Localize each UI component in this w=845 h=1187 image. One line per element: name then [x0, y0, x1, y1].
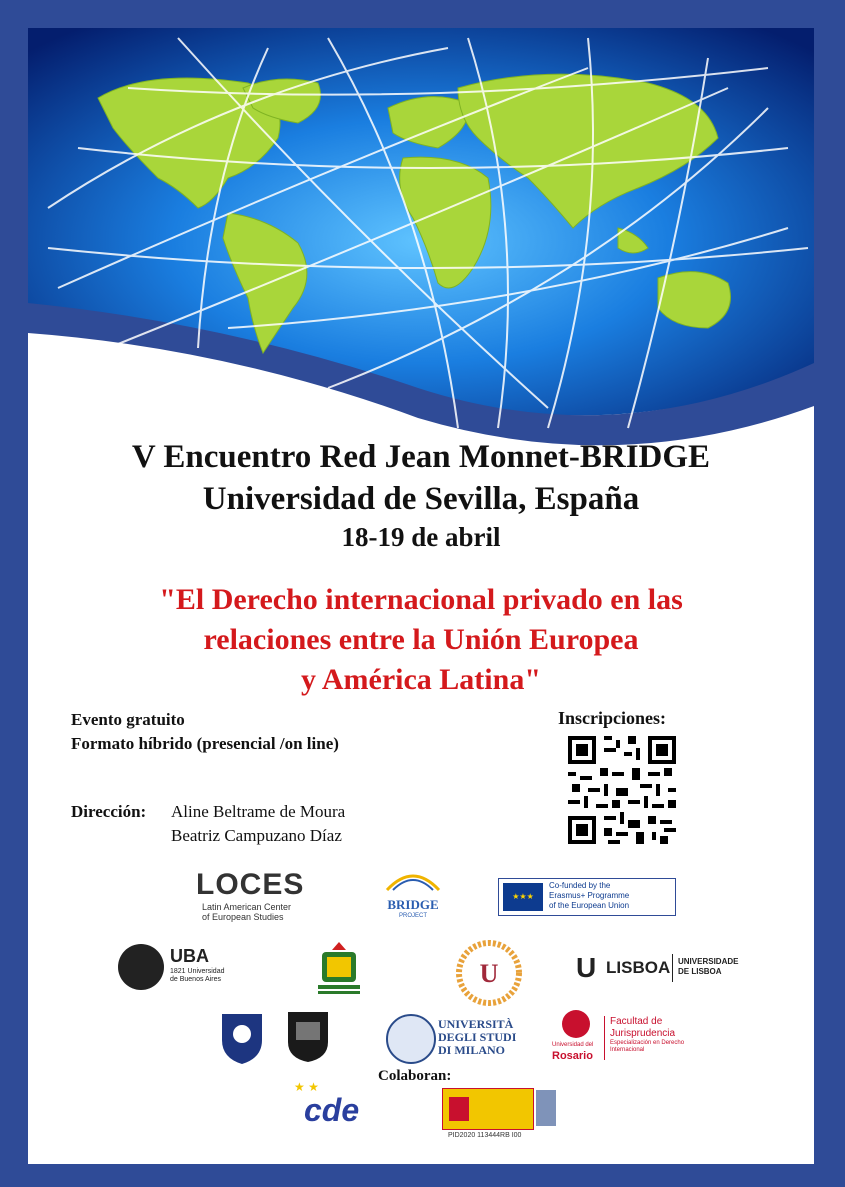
eu-line-1: Co-funded by the	[549, 881, 611, 890]
pid-text: PID2020 113444RB I00	[448, 1132, 522, 1139]
director-name-2: Beatriz Campuzano Díaz	[171, 826, 342, 845]
lisboa-u: U	[576, 952, 597, 983]
title-line-1: V Encuentro Red Jean Monnet-BRIDGE	[131, 439, 711, 475]
universidad-de-sevilla-logo	[456, 940, 522, 1006]
erasmus-eu-logo	[498, 878, 676, 916]
spain-government-badge	[442, 1088, 534, 1130]
research-agency-icon	[536, 1090, 556, 1126]
spain-coat-of-arms-icon	[449, 1097, 469, 1121]
uba-seal-icon	[118, 944, 164, 990]
eu-line-2: Erasmus+ Programme	[549, 891, 630, 900]
lisboa-line-1: UNIVERSIDADE	[678, 957, 739, 966]
lisboa-name: LISBOA	[606, 958, 671, 977]
unam-shield-icon	[286, 1010, 330, 1064]
direction-label: Dirección:	[71, 802, 147, 821]
rosario-rose-icon	[562, 1010, 590, 1038]
milano-line-2: DEGLI STUDI	[438, 1030, 517, 1044]
milano-line-3: DI MILANO	[438, 1043, 506, 1057]
subtitle-line-1: "El Derecho internacional privado en las	[159, 583, 683, 616]
cde-name: cde	[304, 1092, 360, 1128]
uba-name: UBA	[170, 946, 209, 966]
milano-line-1: UNIVERSITÀ	[438, 1017, 514, 1031]
uba-logo	[118, 944, 228, 994]
bridge-arch-icon	[383, 866, 443, 892]
registration-qr-code[interactable]	[568, 736, 676, 844]
rosario-line-1: Facultad de	[610, 1016, 663, 1027]
title-line-2: Universidad de Sevilla, España	[202, 481, 640, 517]
milano-seal-icon	[386, 1014, 436, 1064]
bridge-sub: PROJECT	[398, 913, 427, 919]
crest-icon	[310, 940, 368, 998]
bridge-name: BRIDGE	[387, 897, 439, 912]
collaborate-label: Colaboran:	[378, 1068, 452, 1084]
university-shield-logo-1	[220, 1010, 264, 1066]
event-subtitle	[28, 580, 814, 700]
rosario-line-2: Jurisprudencia	[610, 1028, 676, 1039]
ministerio-ciencia-logo	[442, 1088, 560, 1148]
poster	[28, 28, 814, 1164]
stars-icon: ★ ★	[294, 1080, 319, 1094]
uba-line-1: 1821 Universidad	[170, 968, 225, 975]
event-format-text: Formato híbrido (presencial /on line)	[71, 734, 339, 753]
loces-logo	[196, 868, 336, 922]
sevilla-seal-icon	[456, 940, 522, 1006]
loces-line-2: of European Studies	[202, 912, 284, 922]
shield-icon	[220, 1010, 264, 1066]
uba-line-2: de Buenos Aires	[170, 976, 221, 983]
loces-line-1: Latin American Center	[202, 902, 292, 912]
rosario-uni: Universidad del	[552, 1042, 594, 1048]
federal-university-crest	[310, 940, 368, 998]
cde-logo	[294, 1080, 386, 1140]
lisboa-line-2: DE LISBOA	[678, 967, 722, 976]
director-name-1: Aline Beltrame de Moura	[171, 802, 346, 821]
universidad-del-rosario-logo	[552, 1010, 712, 1068]
event-free-text: Evento gratuito	[71, 710, 185, 729]
loces-name: LOCES	[196, 868, 305, 901]
rosario-name: Rosario	[552, 1050, 593, 1062]
bridge-logo	[378, 866, 448, 919]
subtitle-line-2: relaciones entre la Unión Europea	[203, 623, 639, 656]
unam-logo	[286, 1010, 330, 1064]
event-title	[28, 436, 814, 520]
rosario-small: Especialización en Derecho Internacional	[610, 1040, 685, 1053]
universita-milano-logo	[386, 1014, 536, 1064]
event-date: 18-19 de abril	[341, 522, 501, 552]
eu-line-3: of the European Union	[549, 901, 630, 910]
svg-text:U: U	[479, 959, 499, 988]
subtitle-line-3: y América Latina"	[301, 663, 541, 696]
registration-label: Inscripciones:	[558, 708, 666, 728]
eu-flag-icon: ★★★	[503, 883, 543, 911]
world-map-banner	[28, 28, 814, 448]
universidade-de-lisboa-logo	[576, 952, 746, 988]
